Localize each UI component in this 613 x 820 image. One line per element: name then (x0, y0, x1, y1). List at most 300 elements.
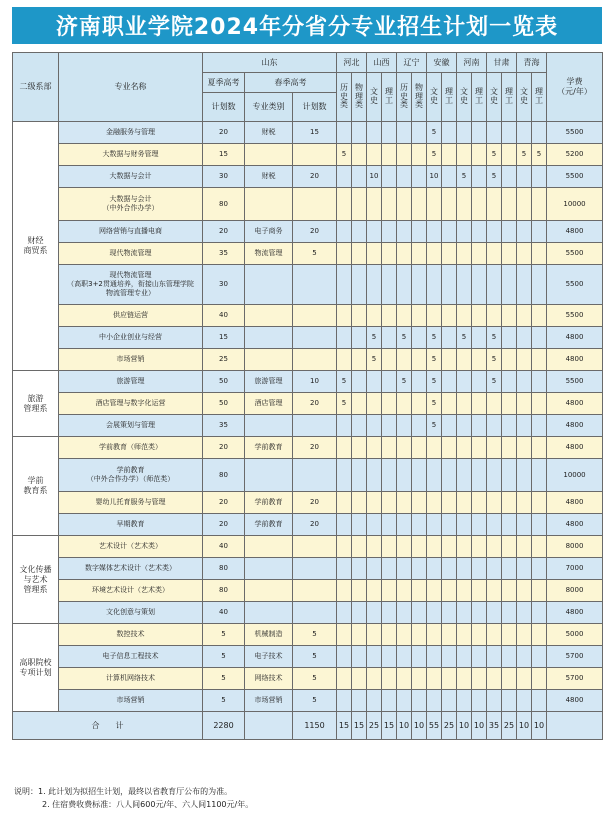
province-plan-count (337, 349, 352, 371)
province-plan-count (517, 188, 532, 221)
total-province-count: 10 (532, 712, 547, 740)
spring-major-category (245, 536, 293, 558)
province-plan-count: 5 (487, 144, 502, 166)
province-plan-count (532, 221, 547, 243)
province-plan-count (502, 437, 517, 459)
header-major: 专业名称 (59, 53, 203, 122)
province-plan-count (472, 305, 487, 327)
summer-plan-count: 15 (203, 327, 245, 349)
header-subject: 物理类 (352, 73, 367, 122)
province-plan-count (487, 668, 502, 690)
page-title: 济南职业学院2024年分省分专业招生计划一览表 (12, 7, 602, 44)
tuition-fee: 4800 (547, 437, 603, 459)
province-plan-count (457, 459, 472, 492)
province-plan-count (367, 536, 382, 558)
total-summer-count: 2280 (203, 712, 245, 740)
province-plan-count (532, 349, 547, 371)
province-plan-count (517, 122, 532, 144)
province-plan-count (352, 459, 367, 492)
summer-plan-count: 5 (203, 624, 245, 646)
major-name: 金融服务与管理 (59, 122, 203, 144)
spring-major-category (245, 144, 293, 166)
province-plan-count (472, 371, 487, 393)
province-plan-count (427, 646, 442, 668)
province-plan-count (382, 690, 397, 712)
province-plan-count (457, 580, 472, 602)
province-plan-count (352, 646, 367, 668)
province-plan-count (427, 668, 442, 690)
province-plan-count (412, 624, 427, 646)
province-plan-count (397, 690, 412, 712)
province-plan-count (517, 624, 532, 646)
header-subject: 物理类 (412, 73, 427, 122)
spring-plan-count (293, 558, 337, 580)
province-plan-count (442, 265, 457, 305)
province-plan-count (532, 437, 547, 459)
province-plan-count: 5 (427, 327, 442, 349)
province-plan-count (397, 166, 412, 188)
table-row (13, 221, 603, 243)
total-province-count: 10 (457, 712, 472, 740)
province-plan-count (442, 437, 457, 459)
province-plan-count (532, 690, 547, 712)
province-plan-count (397, 144, 412, 166)
province-plan-count (487, 437, 502, 459)
province-plan-count (517, 514, 532, 536)
province-plan-count (502, 415, 517, 437)
spring-major-category: 电子商务 (245, 221, 293, 243)
enrollment-plan-table (12, 52, 603, 740)
header-subject: 历史类 (397, 73, 412, 122)
header-province: 青海 (517, 53, 547, 73)
province-plan-count (442, 690, 457, 712)
province-plan-count (487, 459, 502, 492)
department-name: 财经 商贸系 (13, 122, 59, 371)
spring-plan-count (293, 580, 337, 602)
province-plan-count (457, 602, 472, 624)
province-plan-count (412, 646, 427, 668)
province-plan-count (397, 221, 412, 243)
province-plan-count (412, 371, 427, 393)
province-plan-count (412, 602, 427, 624)
province-plan-count (442, 327, 457, 349)
header-spring-category: 专业类别 (245, 93, 293, 122)
tuition-fee: 5500 (547, 371, 603, 393)
tuition-fee: 5500 (547, 243, 603, 265)
province-plan-count (382, 646, 397, 668)
province-plan-count (472, 188, 487, 221)
table-row (13, 514, 603, 536)
total-province-count: 15 (382, 712, 397, 740)
province-plan-count (502, 221, 517, 243)
province-plan-count (337, 188, 352, 221)
province-plan-count (457, 144, 472, 166)
table-row (13, 580, 603, 602)
total-blank (245, 712, 293, 740)
spring-major-category: 财税 (245, 122, 293, 144)
spring-plan-count (293, 349, 337, 371)
province-plan-count (487, 646, 502, 668)
note-line: 2. 住宿费收费标准：八人间600元/年、六人间1100元/年。 (42, 800, 254, 809)
province-plan-count (382, 327, 397, 349)
header-province: 甘肃 (487, 53, 517, 73)
province-plan-count (502, 459, 517, 492)
province-plan-count (367, 305, 382, 327)
department-name: 文化传播 与艺术 管理系 (13, 536, 59, 624)
province-plan-count (502, 349, 517, 371)
province-plan-count (502, 122, 517, 144)
province-plan-count (412, 459, 427, 492)
province-plan-count (472, 144, 487, 166)
header-summer: 夏季高考 (203, 73, 245, 93)
header-subject: 文史 (427, 73, 442, 122)
province-plan-count (352, 327, 367, 349)
province-plan-count (487, 558, 502, 580)
province-plan-count (397, 646, 412, 668)
tuition-fee: 4800 (547, 393, 603, 415)
summer-plan-count: 50 (203, 393, 245, 415)
province-plan-count (502, 243, 517, 265)
province-plan-count (502, 265, 517, 305)
spring-major-category (245, 415, 293, 437)
tuition-fee: 4800 (547, 415, 603, 437)
summer-plan-count: 35 (203, 415, 245, 437)
province-plan-count (397, 349, 412, 371)
province-plan-count (532, 265, 547, 305)
province-plan-count (442, 166, 457, 188)
province-plan-count (337, 536, 352, 558)
province-plan-count (367, 243, 382, 265)
province-plan-count (457, 690, 472, 712)
table-row (13, 349, 603, 371)
province-plan-count (472, 459, 487, 492)
province-plan-count (382, 393, 397, 415)
province-plan-count (382, 188, 397, 221)
province-plan-count (382, 558, 397, 580)
province-plan-count (517, 349, 532, 371)
province-plan-count (487, 492, 502, 514)
province-plan-count (517, 602, 532, 624)
province-plan-count (382, 437, 397, 459)
tuition-fee: 5700 (547, 646, 603, 668)
header-province: 安徽 (427, 53, 457, 73)
province-plan-count (517, 243, 532, 265)
province-plan-count: 5 (457, 327, 472, 349)
province-plan-count: 5 (337, 144, 352, 166)
province-plan-count (337, 580, 352, 602)
province-plan-count (382, 221, 397, 243)
province-plan-count: 5 (487, 349, 502, 371)
province-plan-count (352, 144, 367, 166)
province-plan-count (352, 690, 367, 712)
province-plan-count (382, 265, 397, 305)
major-name: 数字媒体艺术设计（艺术类） (59, 558, 203, 580)
tuition-fee: 10000 (547, 459, 603, 492)
spring-major-category: 物流管理 (245, 243, 293, 265)
province-plan-count: 5 (487, 166, 502, 188)
province-plan-count (337, 243, 352, 265)
province-plan-count (472, 243, 487, 265)
table-row (13, 327, 603, 349)
province-plan-count (337, 558, 352, 580)
province-plan-count (337, 624, 352, 646)
province-plan-count (412, 243, 427, 265)
province-plan-count (397, 415, 412, 437)
province-plan-count (367, 221, 382, 243)
province-plan-count (427, 265, 442, 305)
summer-plan-count: 30 (203, 265, 245, 305)
province-plan-count (532, 646, 547, 668)
summer-plan-count: 35 (203, 243, 245, 265)
province-plan-count (472, 536, 487, 558)
province-plan-count (442, 492, 457, 514)
province-plan-count (442, 602, 457, 624)
province-plan-count (502, 558, 517, 580)
province-plan-count (337, 221, 352, 243)
spring-major-category: 财税 (245, 166, 293, 188)
spring-major-category (245, 349, 293, 371)
province-plan-count (382, 459, 397, 492)
tuition-fee: 5500 (547, 166, 603, 188)
province-plan-count (442, 122, 457, 144)
major-name: 供应链运营 (59, 305, 203, 327)
province-plan-count (502, 144, 517, 166)
province-plan-count (457, 437, 472, 459)
province-plan-count (517, 371, 532, 393)
province-plan-count (457, 646, 472, 668)
summer-plan-count: 80 (203, 558, 245, 580)
province-plan-count (397, 265, 412, 305)
tuition-fee: 4800 (547, 221, 603, 243)
spring-major-category (245, 558, 293, 580)
province-plan-count (442, 514, 457, 536)
province-plan-count (367, 371, 382, 393)
province-plan-count (457, 558, 472, 580)
province-plan-count: 5 (427, 415, 442, 437)
header-summer-count: 计划数 (203, 93, 245, 122)
province-plan-count (502, 602, 517, 624)
summer-plan-count: 20 (203, 122, 245, 144)
major-name: 学前教育（师范类） (59, 437, 203, 459)
total-row (13, 712, 603, 740)
province-plan-count (397, 243, 412, 265)
province-plan-count (502, 371, 517, 393)
major-name: 环境艺术设计（艺术类） (59, 580, 203, 602)
province-plan-count (397, 393, 412, 415)
total-province-count: 25 (367, 712, 382, 740)
province-plan-count (427, 514, 442, 536)
province-plan-count (337, 646, 352, 668)
spring-plan-count: 20 (293, 514, 337, 536)
province-plan-count (487, 690, 502, 712)
province-plan-count (442, 305, 457, 327)
province-plan-count (532, 536, 547, 558)
province-plan-count (517, 437, 532, 459)
province-plan-count (502, 536, 517, 558)
tuition-fee: 4800 (547, 602, 603, 624)
major-name: 旅游管理 (59, 371, 203, 393)
province-plan-count (502, 668, 517, 690)
table-row (13, 690, 603, 712)
province-plan-count (382, 349, 397, 371)
department-name: 学前 教育系 (13, 437, 59, 536)
province-plan-count (427, 624, 442, 646)
province-plan-count (532, 243, 547, 265)
total-province-count: 15 (337, 712, 352, 740)
header-subject: 文史 (457, 73, 472, 122)
province-plan-count (352, 558, 367, 580)
header-subject: 文史 (487, 73, 502, 122)
province-plan-count (337, 668, 352, 690)
spring-major-category: 学前教育 (245, 492, 293, 514)
province-plan-count (382, 624, 397, 646)
spring-plan-count: 15 (293, 122, 337, 144)
province-plan-count (442, 668, 457, 690)
province-plan-count (517, 536, 532, 558)
province-plan-count (427, 437, 442, 459)
province-plan-count (352, 624, 367, 646)
tuition-fee: 4800 (547, 492, 603, 514)
summer-plan-count: 80 (203, 188, 245, 221)
province-plan-count (457, 415, 472, 437)
province-plan-count (367, 558, 382, 580)
summer-plan-count: 20 (203, 492, 245, 514)
note-line: 说明：1. 此计划为拟招生计划，最终以省教育厅公布的为准。 (14, 787, 233, 796)
header-fee: 学费 （元/年） (547, 53, 603, 122)
spring-plan-count: 10 (293, 371, 337, 393)
province-plan-count (427, 188, 442, 221)
summer-plan-count: 40 (203, 305, 245, 327)
province-plan-count (487, 602, 502, 624)
province-plan-count (487, 415, 502, 437)
major-name: 酒店管理与数字化运营 (59, 393, 203, 415)
spring-plan-count: 5 (293, 243, 337, 265)
spring-plan-count (293, 602, 337, 624)
province-plan-count (442, 243, 457, 265)
province-plan-count (337, 602, 352, 624)
province-plan-count (472, 646, 487, 668)
province-plan-count (337, 305, 352, 327)
province-plan-count (367, 459, 382, 492)
province-plan-count (457, 371, 472, 393)
table-row (13, 536, 603, 558)
summer-plan-count: 40 (203, 602, 245, 624)
total-province-count: 55 (427, 712, 442, 740)
notes (14, 785, 253, 811)
province-plan-count (487, 265, 502, 305)
province-plan-count (382, 514, 397, 536)
spring-major-category: 学前教育 (245, 514, 293, 536)
province-plan-count (412, 122, 427, 144)
province-plan-count (472, 437, 487, 459)
province-plan-count (352, 243, 367, 265)
province-plan-count (352, 415, 367, 437)
province-plan-count: 5 (427, 144, 442, 166)
province-plan-count (367, 690, 382, 712)
province-plan-count (412, 690, 427, 712)
spring-plan-count (293, 459, 337, 492)
province-plan-count (472, 349, 487, 371)
province-plan-count (442, 393, 457, 415)
major-name: 婴幼儿托育服务与管理 (59, 492, 203, 514)
province-plan-count: 10 (367, 166, 382, 188)
province-plan-count (487, 122, 502, 144)
province-plan-count (427, 459, 442, 492)
province-plan-count (337, 415, 352, 437)
province-plan-count (337, 437, 352, 459)
tuition-fee: 4800 (547, 690, 603, 712)
province-plan-count (457, 514, 472, 536)
province-plan-count (457, 265, 472, 305)
province-plan-count (472, 122, 487, 144)
province-plan-count: 5 (427, 349, 442, 371)
province-plan-count (502, 646, 517, 668)
summer-plan-count: 5 (203, 690, 245, 712)
province-plan-count (487, 188, 502, 221)
table-row (13, 415, 603, 437)
tuition-fee: 4800 (547, 327, 603, 349)
spring-major-category: 机械制造 (245, 624, 293, 646)
major-name: 网络营销与直播电商 (59, 221, 203, 243)
table-row (13, 668, 603, 690)
table-row (13, 122, 603, 144)
header-province: 河南 (457, 53, 487, 73)
tuition-fee: 8000 (547, 536, 603, 558)
province-plan-count (352, 305, 367, 327)
spring-major-category (245, 602, 293, 624)
province-plan-count (442, 144, 457, 166)
province-plan-count (472, 415, 487, 437)
total-province-count: 35 (487, 712, 502, 740)
major-name: 大数据与财务管理 (59, 144, 203, 166)
spring-major-category (245, 327, 293, 349)
tuition-fee: 5500 (547, 122, 603, 144)
province-plan-count (337, 166, 352, 188)
major-name: 市场营销 (59, 690, 203, 712)
province-plan-count: 5 (337, 393, 352, 415)
total-province-count: 25 (442, 712, 457, 740)
total-province-count: 10 (412, 712, 427, 740)
province-plan-count (472, 558, 487, 580)
tuition-fee: 4800 (547, 514, 603, 536)
spring-plan-count: 20 (293, 166, 337, 188)
header-subject: 理工 (532, 73, 547, 122)
province-plan-count (367, 668, 382, 690)
province-plan-count (517, 327, 532, 349)
province-plan-count (502, 580, 517, 602)
province-plan-count (367, 265, 382, 305)
province-plan-count (532, 668, 547, 690)
province-plan-count (382, 492, 397, 514)
province-plan-count (457, 668, 472, 690)
province-plan-count (382, 243, 397, 265)
province-plan-count (532, 371, 547, 393)
tuition-fee: 5500 (547, 265, 603, 305)
summer-plan-count: 5 (203, 646, 245, 668)
major-name: 中小企业创业与经营 (59, 327, 203, 349)
summer-plan-count: 15 (203, 144, 245, 166)
header-subject: 文史 (517, 73, 532, 122)
province-plan-count (472, 492, 487, 514)
province-plan-count (517, 221, 532, 243)
spring-major-category (245, 305, 293, 327)
province-plan-count: 5 (487, 371, 502, 393)
province-plan-count (337, 690, 352, 712)
major-name: 电子信息工程技术 (59, 646, 203, 668)
header-subject: 理工 (382, 73, 397, 122)
total-fee (547, 712, 603, 740)
province-plan-count (412, 349, 427, 371)
